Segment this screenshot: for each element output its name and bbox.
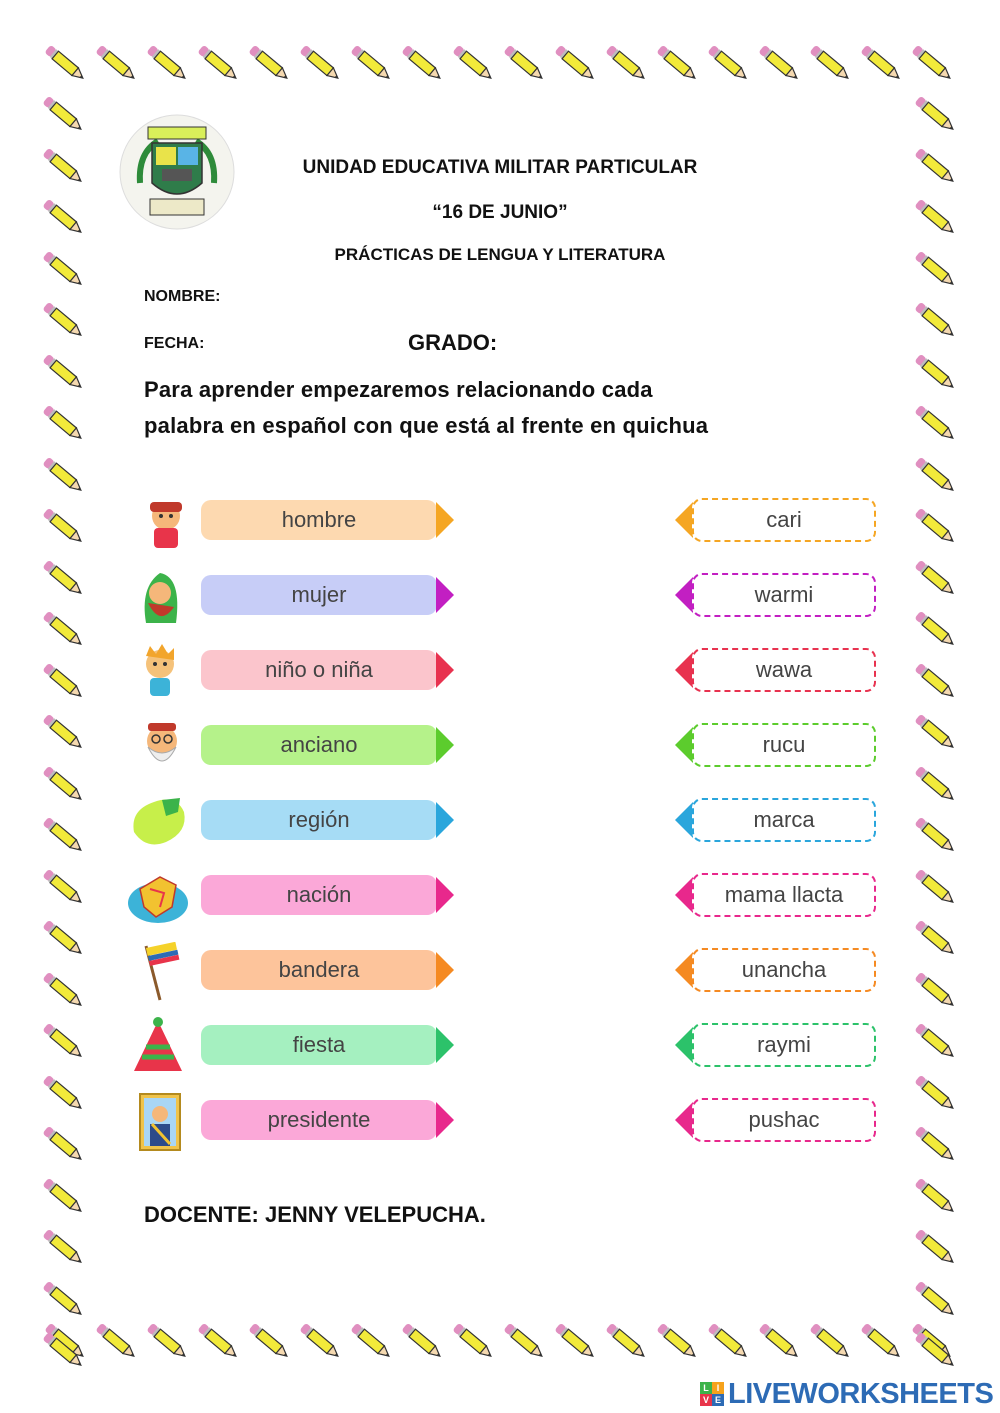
match-row xyxy=(0,1017,1000,1077)
pencil-icon xyxy=(401,1322,445,1362)
pencil-icon xyxy=(299,44,343,84)
party-hat-icon xyxy=(126,1017,192,1077)
pencil-icon xyxy=(554,44,598,84)
match-row xyxy=(0,942,1000,1002)
pencil-icon xyxy=(605,1322,649,1362)
pencil-icon xyxy=(197,44,241,84)
pencil-icon xyxy=(42,456,86,496)
match-row xyxy=(0,567,1000,627)
spanish-word[interactable]: fiesta xyxy=(201,1025,437,1065)
pencil-icon xyxy=(914,353,958,393)
nation-map-icon xyxy=(126,867,192,927)
pencil-icon xyxy=(914,1331,958,1371)
pencil-icon xyxy=(809,44,853,84)
pencil-icon xyxy=(914,1228,958,1268)
match-row xyxy=(0,717,1000,777)
school-date: “16 DE JUNIO” xyxy=(432,202,568,223)
right-arrow-icon xyxy=(436,952,454,988)
quichua-word[interactable]: mama llacta xyxy=(692,873,876,917)
school-name: UNIDAD EDUCATIVA MILITAR PARTICULAR xyxy=(302,157,698,178)
man-icon xyxy=(126,492,192,552)
left-arrow-icon xyxy=(675,802,693,838)
pencil-icon xyxy=(146,44,190,84)
pencil-icon xyxy=(452,1322,496,1362)
pencil-icon xyxy=(146,1322,190,1362)
pencil-icon xyxy=(758,1322,802,1362)
pencil-icon xyxy=(42,1177,86,1217)
instructions-line-2: palabra en español con que está al frente en quichua xyxy=(144,413,709,438)
quichua-word[interactable]: pushac xyxy=(692,1098,876,1142)
match-row xyxy=(0,1092,1000,1152)
match-row xyxy=(0,642,1000,702)
pencil-icon xyxy=(248,44,292,84)
pencil-icon xyxy=(656,44,700,84)
pencil-icon xyxy=(860,44,904,84)
left-arrow-icon xyxy=(675,652,693,688)
pencil-icon xyxy=(914,1280,958,1320)
left-arrow-icon xyxy=(675,577,693,613)
child-icon xyxy=(126,642,192,702)
left-arrow-icon xyxy=(675,727,693,763)
spanish-word[interactable]: mujer xyxy=(201,575,437,615)
pencil-icon xyxy=(503,44,547,84)
right-arrow-icon xyxy=(436,1102,454,1138)
pencil-icon xyxy=(248,1322,292,1362)
right-arrow-icon xyxy=(436,727,454,763)
match-row xyxy=(0,792,1000,852)
region-map-icon xyxy=(126,792,192,852)
pencil-icon xyxy=(95,1322,139,1362)
pencil-icon xyxy=(452,44,496,84)
pencil-icon xyxy=(656,1322,700,1362)
pencil-icon xyxy=(42,1280,86,1320)
pencil-icon xyxy=(95,44,139,84)
grade-label: GRADO: xyxy=(408,330,498,355)
quichua-word[interactable]: marca xyxy=(692,798,876,842)
pencil-icon xyxy=(44,44,88,84)
pencil-icon xyxy=(707,44,751,84)
pencil-icon xyxy=(42,404,86,444)
name-label: NOMBRE: xyxy=(144,288,221,305)
quichua-word[interactable]: raymi xyxy=(692,1023,876,1067)
pencil-icon xyxy=(197,1322,241,1362)
spanish-word[interactable]: anciano xyxy=(201,725,437,765)
pencil-icon xyxy=(914,456,958,496)
left-arrow-icon xyxy=(675,877,693,913)
pencil-icon xyxy=(758,44,802,84)
pencil-icon xyxy=(605,44,649,84)
liveworksheets-brand xyxy=(700,1378,993,1410)
subject-title: PRÁCTICAS DE LENGUA Y LITERATURA xyxy=(334,245,666,264)
pencil-icon xyxy=(914,1177,958,1217)
pencil-icon xyxy=(401,44,445,84)
pencil-icon xyxy=(860,1322,904,1362)
match-row xyxy=(0,867,1000,927)
pencil-icon xyxy=(809,1322,853,1362)
spanish-word[interactable]: bandera xyxy=(201,950,437,990)
spanish-word[interactable]: región xyxy=(201,800,437,840)
pencil-icon xyxy=(42,95,86,135)
match-row xyxy=(0,492,1000,552)
pencil-icon xyxy=(42,1331,86,1371)
spanish-word[interactable]: niño o niña xyxy=(201,650,437,690)
instructions-line-1: Para aprender empezaremos relacionando cada xyxy=(144,377,653,402)
teacher-name: DOCENTE: JENNY VELEPUCHA. xyxy=(144,1202,486,1227)
right-arrow-icon xyxy=(436,577,454,613)
pencil-icon xyxy=(503,1322,547,1362)
pencil-icon xyxy=(350,44,394,84)
left-arrow-icon xyxy=(675,502,693,538)
president-portrait-icon xyxy=(126,1092,192,1152)
right-arrow-icon xyxy=(436,652,454,688)
right-arrow-icon xyxy=(436,1027,454,1063)
right-arrow-icon xyxy=(436,502,454,538)
date-label: FECHA: xyxy=(144,335,205,352)
pencil-icon xyxy=(42,1228,86,1268)
spanish-word[interactable]: nación xyxy=(201,875,437,915)
quichua-word[interactable]: wawa xyxy=(692,648,876,692)
quichua-word[interactable]: cari xyxy=(692,498,876,542)
pencil-icon xyxy=(554,1322,598,1362)
pencil-icon xyxy=(42,353,86,393)
quichua-word[interactable]: rucu xyxy=(692,723,876,767)
old-man-icon xyxy=(126,717,192,777)
pencil-icon xyxy=(42,301,86,341)
left-arrow-icon xyxy=(675,952,693,988)
liveworksheets-logo-icon: L I V E xyxy=(700,1382,724,1406)
left-arrow-icon xyxy=(675,1027,693,1063)
quichua-word[interactable]: warmi xyxy=(692,573,876,617)
pencil-icon xyxy=(914,404,958,444)
woman-icon xyxy=(126,567,192,627)
quichua-word[interactable]: unancha xyxy=(692,948,876,992)
right-arrow-icon xyxy=(436,802,454,838)
brand-name: LIVEWORKSHEETS xyxy=(728,1377,994,1410)
pencil-icon xyxy=(914,301,958,341)
spanish-word[interactable]: hombre xyxy=(201,500,437,540)
pencil-icon xyxy=(911,44,955,84)
right-arrow-icon xyxy=(436,877,454,913)
pencil-icon xyxy=(914,95,958,135)
pencil-icon xyxy=(299,1322,343,1362)
flag-icon xyxy=(126,942,192,1002)
spanish-word[interactable]: presidente xyxy=(201,1100,437,1140)
left-arrow-icon xyxy=(675,1102,693,1138)
pencil-icon xyxy=(707,1322,751,1362)
pencil-icon xyxy=(350,1322,394,1362)
